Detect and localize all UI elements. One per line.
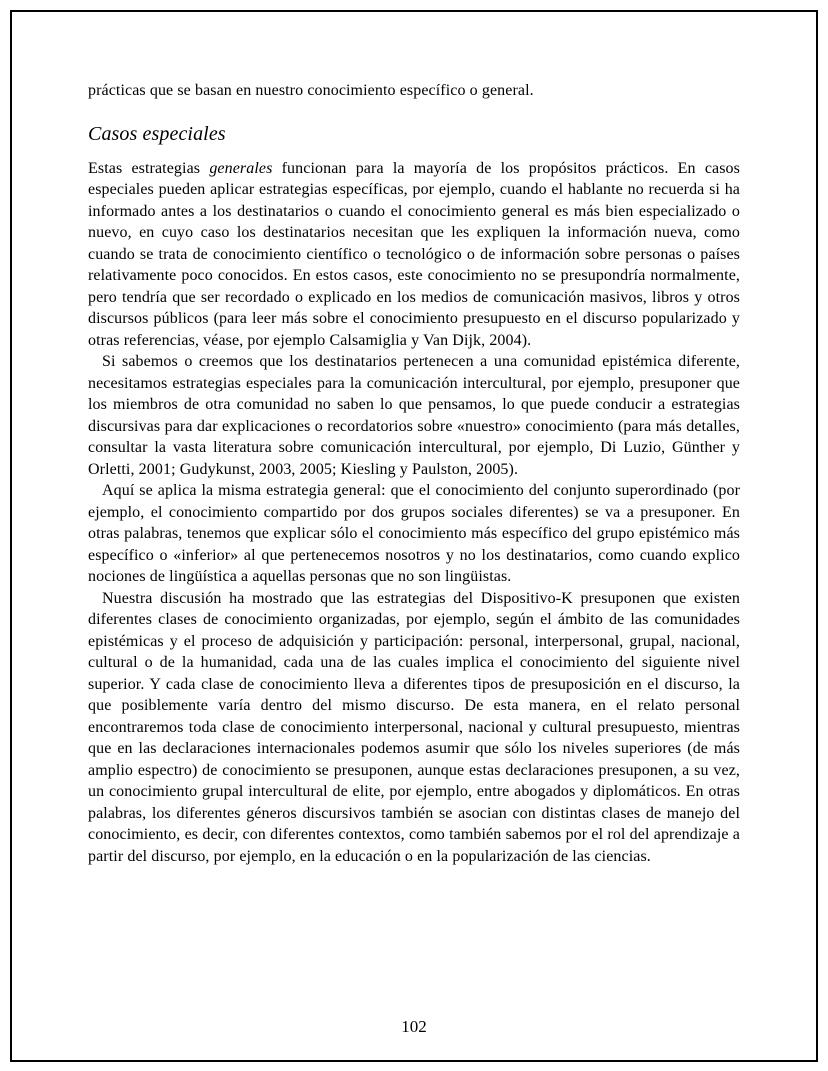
page-content (88, 80, 740, 867)
section-heading: Casos especiales (88, 122, 226, 145)
paragraph-2: Si sabemos o creemos que los destinatarios pertenecen a una comunidad epistémica diferente, necesitamos estrategias especiales para la comunicación intercultural, por ejemplo, presuponer que los miembros de otra comunidad no saben lo que pensamos, lo que puede conducir a estrategias discursivas para dar explicaciones o recordatorios sobre «nuestro» conocimiento (para más detalles, consultar la vasta literatura sobre comunicación intercultural, por ejemplo, Di Luzio, Günther y Orletti, 2001; Gudykunst, 2003, 2005; Kiesling y Paulston, 2005). (88, 353, 740, 478)
text-run: funcionan para la mayoría de los propósitos prácticos. En casos especiales pueden aplicar estrategias específicas, por ejemplo, cuando el hablante no recuerda si ha informado antes a los destinatarios o cuando el conocimiento general es más bien especializado o nuevo, en cuyo caso los destinatarios necesitan que les expliquen la información nueva, como cuando se trata de conocimiento científico o tecnológico o de información sobre personas o países relativamente poco conocidos. En estos casos, este conocimiento no se presupondría normalmente, pero tendría que ser recordado o explicado en los medios de comunicación masivos, libros y otros discursos públicos (para leer más sobre el conocimiento presupuesto en el discurso popularizado y otras referencias, véase, por ejemplo Calsamiglia y Van Dijk, 2004). (88, 159, 740, 349)
paragraph-3: Aquí se aplica la misma estrategia general: que el conocimiento del conjunto superordinado (por ejemplo, el conocimiento compartido por dos grupos sociales diferentes) se va a presuponer. En otras palabras, tenemos que explicar sólo el conocimiento más específico del grupo epistémico más específico o «inferior» al que pertenecemos nosotros y no los destinatarios, como cuando explico nociones de lingüística a aquellas personas que no son lingüistas. (88, 482, 740, 585)
paragraph-4: Nuestra discusión ha mostrado que las estrategias del Dispositivo-K presuponen que existen diferentes clases de conocimiento organizadas, por ejemplo, según el ámbito de las comunidades epistémicas y el proceso de adquisición y participación: personal, interpersonal, grupal, nacional, cultural o de la humanidad, cada una de las cuales implica el conocimiento del siguiente nivel superior. Y cada clase de conocimiento lleva a diferentes tipos de presuposición en el discurso, la que posiblemente varía dentro del mismo discurso. De esta manera, en el relato personal encontraremos toda clase de conocimiento interpersonal, nacional y cultural presupuesto, mientras que en las declaraciones internacionales podemos asumir que sólo los niveles superiores (de más amplio espectro) de conocimiento se presuponen, aunque estas declaraciones presuponen, a su vez, un conocimiento grupal intercultural de elite, por ejemplo, entre abogados y diplomáticos. En otras palabras, los diferentes géneros discursivos también se asocian con distintas clases de manejo del conocimiento, es decir, con diferentes contextos, como también sabemos por el rol del aprendizaje a partir del discurso, por ejemplo, en la educación o en la popularización de las ciencias. (88, 589, 740, 865)
paragraph-1 (88, 158, 740, 352)
text-run: Estas estrategias (88, 159, 210, 177)
paragraph-intro: prácticas que se basan en nuestro conocimiento específico o general. (88, 82, 534, 99)
page-number: 102 (401, 1017, 427, 1036)
text-run-italic: generales (209, 159, 273, 177)
